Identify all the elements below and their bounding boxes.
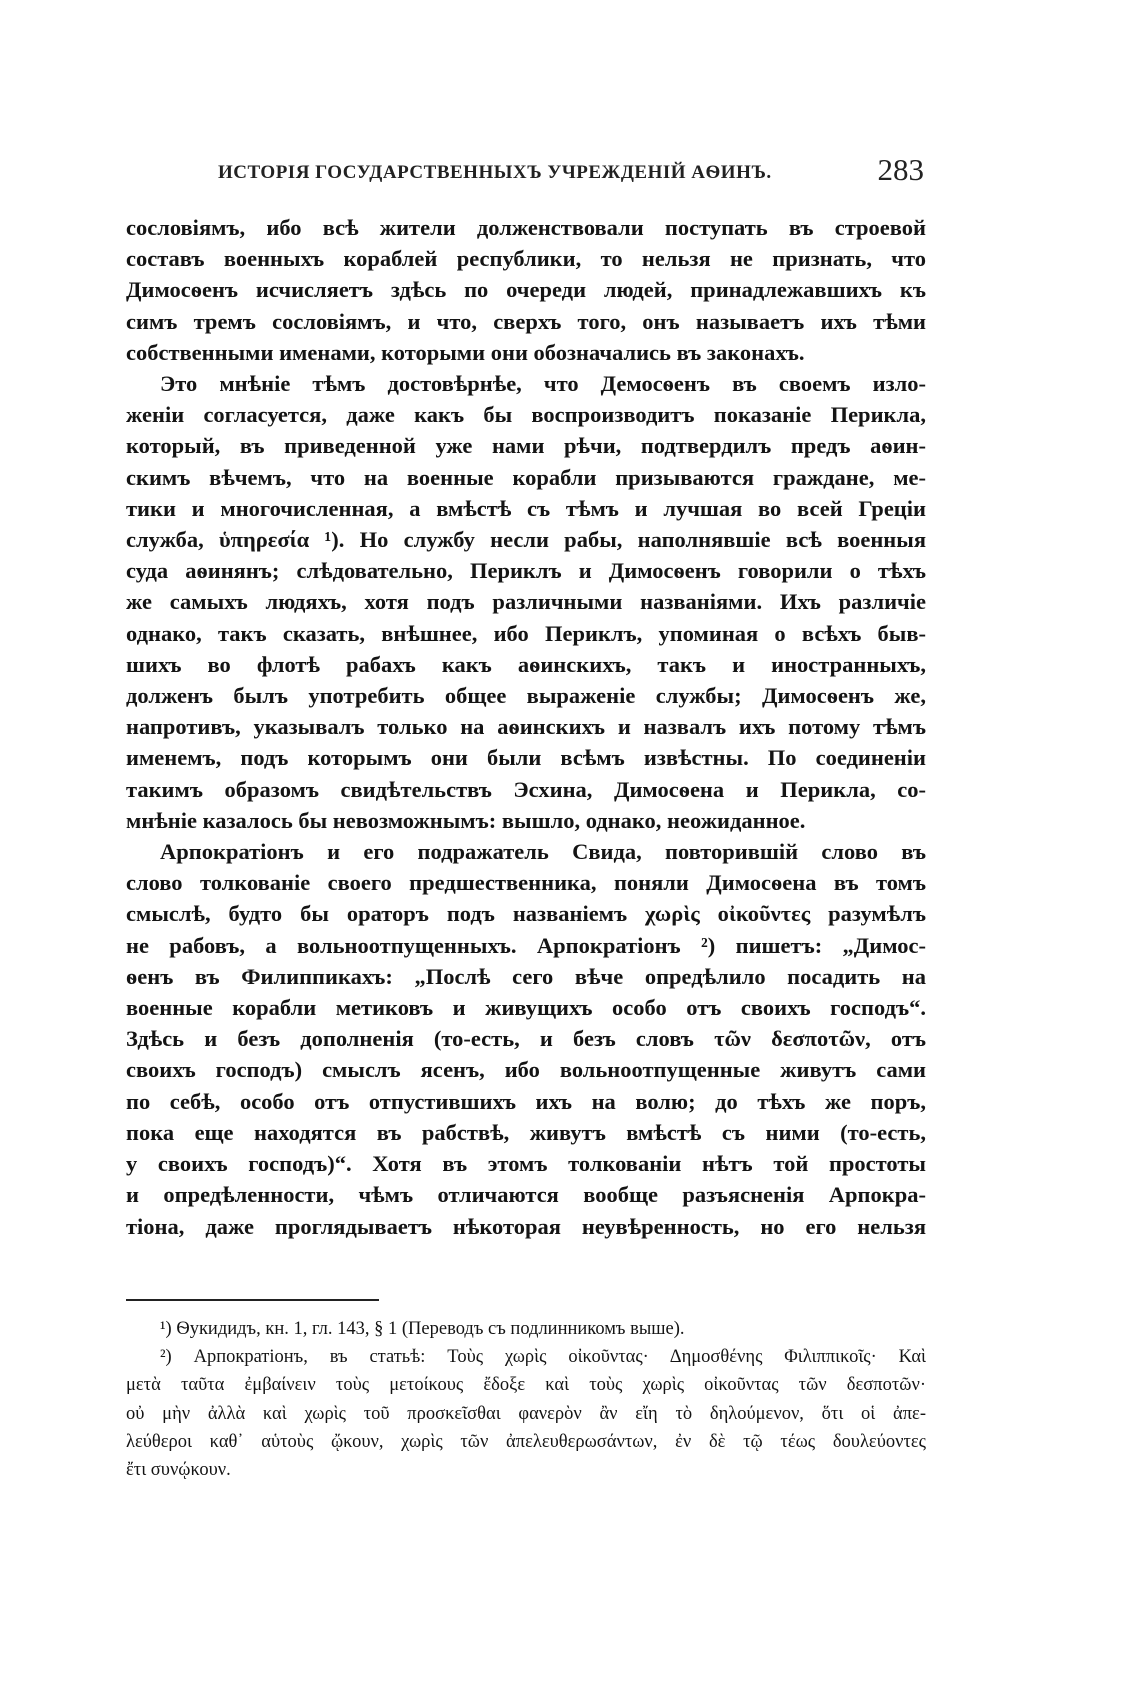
- text-line: мнѣніе казалось бы невозможнымъ: вышло, однако, неожиданное.: [126, 807, 806, 833]
- text-line: служба, ὑπηρεσία ¹). Но службу несли рабы, наполнявшіе всѣ военныя: [126, 527, 926, 553]
- text-line: военные корабли метиковъ и живущихъ особо отъ своихъ господъ“.: [126, 995, 926, 1021]
- main-text: [126, 212, 926, 1242]
- text-line: же самыхъ людяхъ, хотя подъ различными названіями. Ихъ различіе: [126, 589, 926, 615]
- text-line: шихъ во флотѣ рабахъ какъ аѳинскихъ, такъ и иностранныхъ,: [126, 651, 926, 677]
- text-line: пока еще находятся въ рабствѣ, живутъ вмѣстѣ съ ними (то-есть,: [126, 1119, 926, 1145]
- footnotes: [126, 1315, 926, 1484]
- footnote-line: λεύθεροι καθ᾽ αὑτοὺς ᾤκουν, χωρὶς τῶν ἀπελευθερωσάντων, ἐν δὲ τῷ τέως δουλεύοντες: [126, 1431, 926, 1452]
- footnote-line: ²) Арпократіонъ, въ статьѣ: Τοὺς χωρὶς οἰκοῦντας· Δημοσθένης Φιλιππικοῖς· Καὶ: [160, 1347, 926, 1368]
- text-line: и опредѣленности, чѣмъ отличаются вообще разъясненія Арпокра-: [126, 1182, 926, 1208]
- text-line: Здѣсь и безъ дополненія (то-есть, и безъ словъ τῶν δεσποτῶν, отъ: [126, 1026, 926, 1052]
- page-number: 283: [877, 152, 924, 187]
- text-line: тики и многочисленная, а вмѣстѣ съ тѣмъ и лучшая во всей Греціи: [126, 495, 926, 521]
- text-line: который, въ приведенной уже нами рѣчи, подтвердилъ предъ аѳин-: [126, 433, 926, 459]
- footnote-line: ¹) Ѳукидидъ, кн. 1, гл. 143, § 1 (Переводъ съ подлинникомъ выше).: [160, 1319, 685, 1339]
- text-line: сословіямъ, ибо всѣ жители долженствовали поступать въ строевой: [126, 215, 926, 240]
- text-line: напротивъ, указывалъ только на аѳинскихъ и назвалъ ихъ потому тѣмъ: [126, 714, 926, 740]
- text-line: Арпократіонъ и его подражатель Свида, повторившій слово въ: [160, 839, 926, 865]
- text-line: однако, такъ сказать, внѣшнее, ибо Периклъ, упоминая о всѣхъ быв-: [126, 620, 926, 646]
- text-line: Это мнѣніе тѣмъ достовѣрнѣе, что Демосѳенъ въ своемъ изло-: [160, 371, 926, 397]
- text-line: собственными именами, которыми они обозначались въ законахъ.: [126, 339, 805, 365]
- footnote-line: οὐ μὴν ἀλλὰ καὶ χωρὶς τοῦ προσκεῖσθαι φανερὸν ἂν εἴη τὸ δηλούμενον, ὅτι οἱ ἀπε-: [126, 1403, 926, 1424]
- text-line: скимъ вѣчемъ, что на военные корабли призываются граждане, ме-: [126, 464, 926, 490]
- footnote-line: μετὰ ταῦτα ἐμβαίνειν τοὺς μετοίκους ἔδοξε καὶ τοὺς χωρὶς οἰκοῦντας τῶν δεσποτῶν·: [126, 1375, 926, 1396]
- page-header: [218, 152, 924, 192]
- text-line: Димосѳенъ исчисляетъ здѣсь по очереди людей, принадлежавшихъ къ: [126, 277, 926, 303]
- text-line: долженъ былъ употребить общее выраженіе службы; Димосѳенъ же,: [126, 683, 926, 709]
- text-line: составъ военныхъ кораблей республики, то нельзя не признать, что: [126, 246, 926, 272]
- text-line: такимъ образомъ свидѣтельствъ Эсхина, Димосѳена и Перикла, со-: [126, 776, 926, 802]
- text-line: тіона, даже проглядываетъ нѣкоторая неувѣренность, но его нельзя: [126, 1213, 926, 1239]
- text-line: ѳенъ въ Филиппикахъ: „Послѣ сего вѣче опредѣлило посадить на: [126, 963, 926, 989]
- text-line: женіи согласуется, даже какъ бы воспроизводитъ показаніе Перикла,: [126, 402, 926, 428]
- text-line: по себѣ, особо отъ отпустившихъ ихъ на волю; до тѣхъ же поръ,: [126, 1088, 926, 1114]
- text-line: именемъ, подъ которымъ они были всѣмъ извѣстны. По соединеніи: [126, 745, 926, 771]
- running-title: ИСТОРІЯ ГОСУДАРСТВЕННЫХЪ УЧРЕЖДЕНІЙ АѲИНЪ.: [218, 162, 772, 183]
- text-line: суда аѳинянъ; слѣдовательно, Периклъ и Димосѳенъ говорили о тѣхъ: [126, 558, 926, 584]
- footnote-line: ἔτι συνῴκουν.: [126, 1460, 231, 1481]
- text-line: у своихъ господъ)“. Хотя въ этомъ толкованіи нѣтъ той простоты: [126, 1151, 926, 1177]
- text-line: слово толкованіе своего предшественника, поняли Димосѳена въ томъ: [126, 870, 926, 896]
- text-line: своихъ господъ) смыслъ ясенъ, ибо вольноотпущенные живутъ сами: [126, 1057, 926, 1083]
- footnote-divider: [126, 1299, 379, 1301]
- text-line: не рабовъ, а вольноотпущенныхъ. Арпократіонъ ²) пишетъ: „Димос-: [126, 932, 926, 958]
- text-line: смыслѣ, будто бы ораторъ подъ названіемъ χωρὶς οἰκοῦντες разумѣлъ: [126, 901, 926, 927]
- text-line: симъ тремъ сословіямъ, и что, сверхъ того, онъ называетъ ихъ тѣми: [126, 308, 926, 334]
